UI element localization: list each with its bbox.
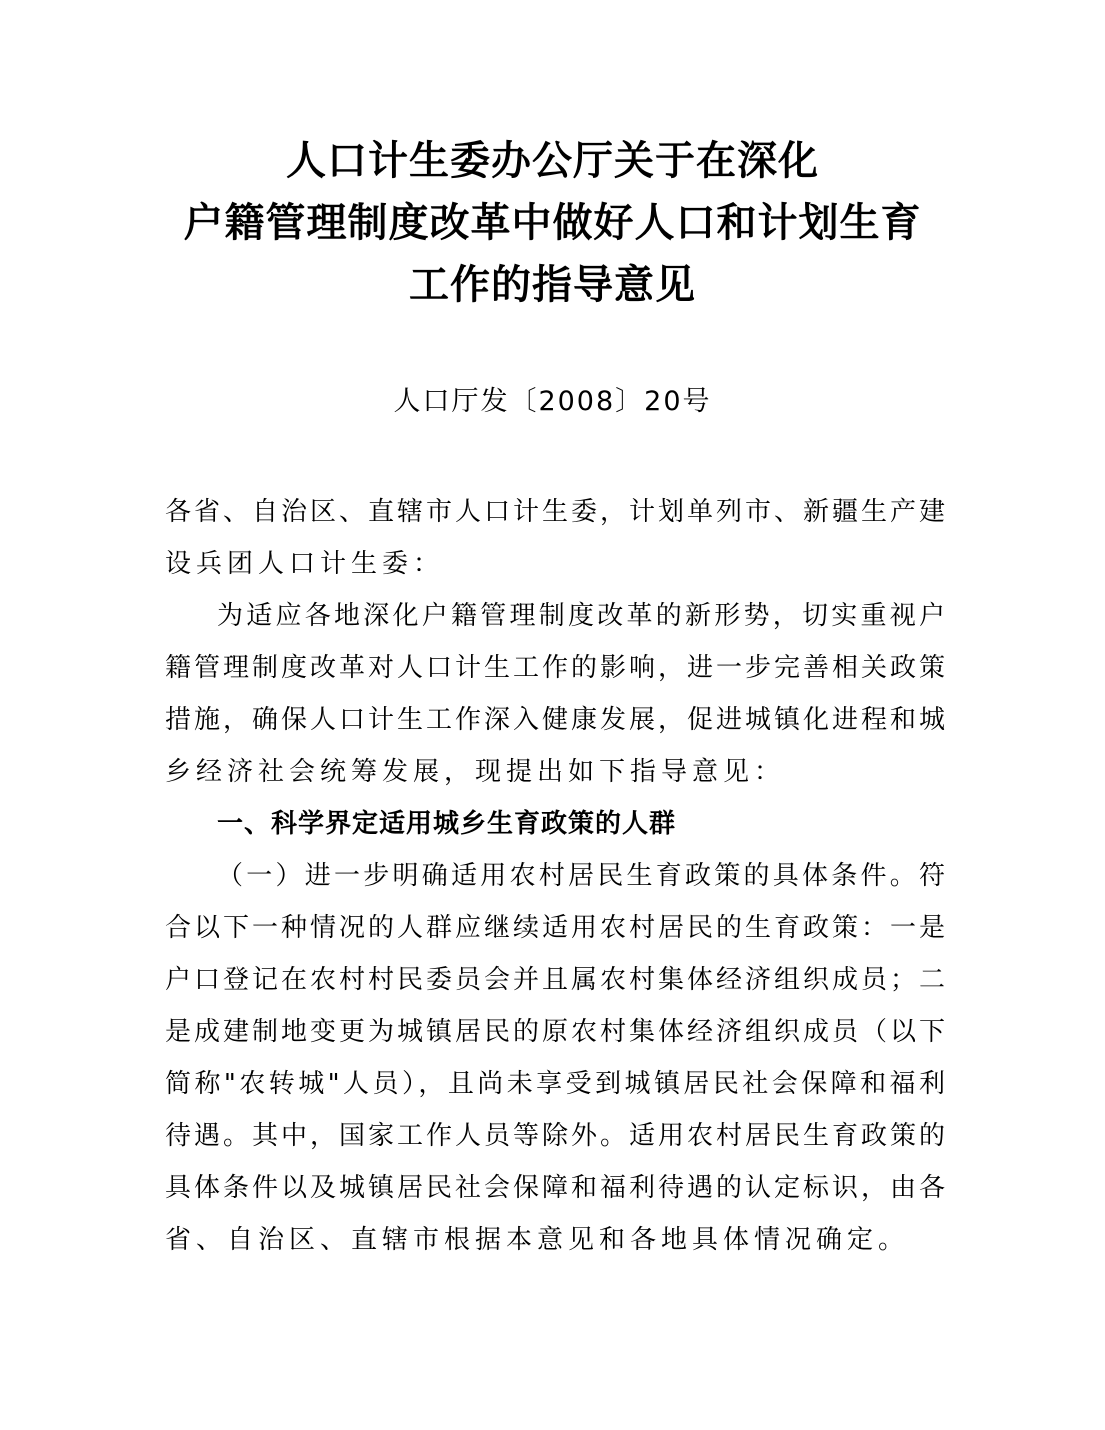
document-body <box>165 486 945 1266</box>
text-line-3: 为适应各地深化户籍管理制度改革的新形势，切实重视户 <box>217 601 945 631</box>
title-line-2: 户籍管理制度改革中做好人口和计划生育 <box>183 199 922 246</box>
text-line-13: 待遇。其中，国家工作人员等除外。适用农村居民生育政策的 <box>165 1121 945 1151</box>
section-heading-1: 一、科学界定适用城乡生育政策的人群 <box>217 809 677 839</box>
document-number: 人口厅发〔2008〕20号 <box>393 386 712 417</box>
text-line-14: 具体条件以及城镇居民社会保障和福利待遇的认定标识，由各 <box>165 1173 945 1203</box>
text-line-6: 乡经济社会统筹发展，现提出如下指导意见： <box>165 757 786 787</box>
text-line-2: 设兵团人口计生委： <box>165 549 445 579</box>
text-line-11: 是成建制地变更为城镇居民的原农村集体经济组织成员（以下 <box>165 1017 945 1047</box>
text-line-12: 简称"农转城"人员），且尚未享受到城镇居民社会保障和福利 <box>165 1069 945 1099</box>
text-line-1: 各省、自治区、直辖市人口计生委，计划单列市、新疆生产建 <box>165 497 945 527</box>
title-line-3: 工作的指导意见 <box>409 261 696 308</box>
text-line-4: 籍管理制度改革对人口计生工作的影响，进一步完善相关政策 <box>165 653 945 683</box>
document-title <box>0 130 1105 316</box>
text-line-8: （一）进一步明确适用农村居民生育政策的具体条件。符 <box>217 861 945 891</box>
text-line-10: 户口登记在农村村民委员会并且属农村集体经济组织成员；二 <box>165 965 945 995</box>
text-line-9: 合以下一种情况的人群应继续适用农村居民的生育政策：一是 <box>165 913 945 943</box>
text-line-15: 省、自治区、直辖市根据本意见和各地具体情况确定。 <box>165 1225 910 1255</box>
title-line-1: 人口计生委办公厅关于在深化 <box>286 137 819 184</box>
text-line-5: 措施，确保人口计生工作深入健康发展，促进城镇化进程和城 <box>165 705 945 735</box>
